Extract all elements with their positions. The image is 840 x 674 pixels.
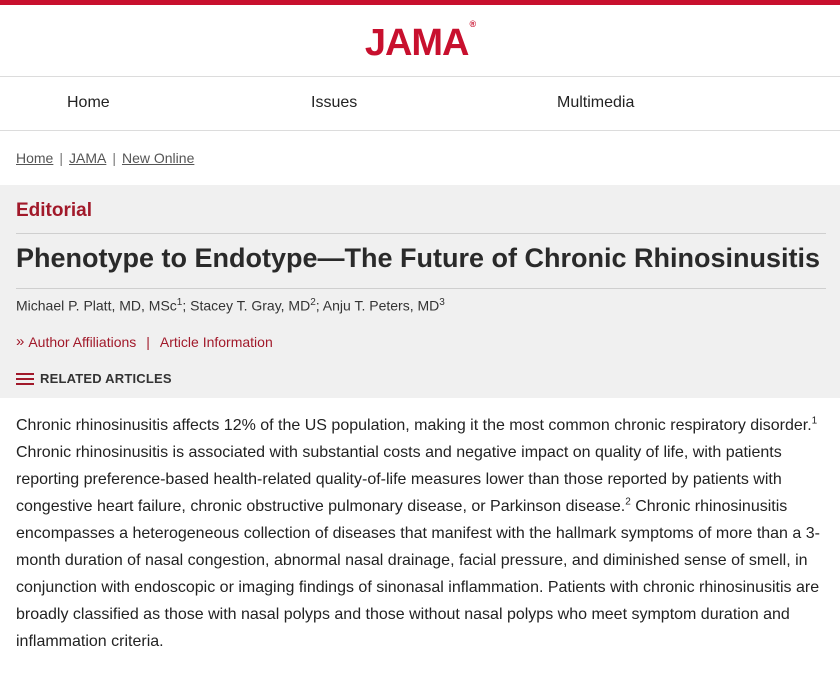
article-type: Editorial — [16, 200, 93, 221]
author-link[interactable]: Stacey T. Gray, MD — [190, 297, 311, 314]
jama-logo[interactable] — [364, 18, 476, 64]
divider — [16, 233, 826, 234]
article-header — [0, 185, 840, 398]
link-separator: | — [146, 333, 150, 350]
main-nav — [0, 77, 840, 131]
article-links — [16, 333, 273, 350]
list-icon — [16, 373, 34, 385]
breadcrumb — [0, 131, 840, 185]
related-articles-label: RELATED ARTICLES — [40, 371, 172, 386]
breadcrumb-new-online[interactable]: New Online — [121, 150, 195, 166]
breadcrumb-separator: | — [112, 150, 116, 166]
divider — [16, 288, 826, 289]
related-articles-toggle[interactable] — [16, 371, 172, 386]
body-text: Chronic rhinosinusitis affects 12% of the US population, making it the most common chronic respiratory disorder. — [16, 417, 812, 434]
breadcrumb-separator: | — [59, 150, 63, 166]
nav-home[interactable]: Home — [67, 94, 110, 111]
site-header — [0, 5, 840, 77]
article-title: Phenotype to Endotype—The Future of Chronic Rhinosinusitis — [16, 243, 821, 273]
logo-text: JAMA — [364, 21, 469, 64]
article-information-link[interactable]: Article Information — [159, 333, 273, 350]
breadcrumb-jama[interactable]: JAMA — [69, 150, 107, 166]
chevron-right-icon: » — [16, 333, 25, 350]
author-list: Michael P. Platt, MD, MSc$^1$; Stacey T. Gray, $MD^2$; Anju T. Peters, $MD^3$ — [16, 297, 445, 314]
breadcrumb-home[interactable]: Home — [16, 150, 54, 166]
body-text: Chronic rhinosinusitis encompasses a heterogeneous collection of diseases that manifest with the hallmark symptoms of more than a 3-month duration of nasal congestion, abnormal nasal drainage, facial pressure, and diminished sense of smell, in conjunction with endoscopic or imaging findings of sinonasal inflammation. Patients with chronic rhinosinusitis are broadly classified as those with nasal polyps and those without nasal polyps who meet symptom duration and inflammation criteria. — [16, 498, 820, 650]
author-ref[interactable]: 3 — [439, 297, 445, 308]
author-affiliations-link[interactable]: Author Affiliations — [28, 333, 137, 350]
author-ref[interactable]: 2 — [310, 297, 316, 308]
nav-multimedia[interactable]: Multimedia — [557, 94, 635, 111]
author-ref[interactable]: 1 — [176, 297, 183, 308]
reference-link[interactable]: 1 — [811, 415, 818, 427]
registered-mark: ® — [469, 18, 476, 29]
article-body-paragraph — [16, 412, 828, 655]
author-link[interactable]: Anju T. Peters, MD — [322, 297, 440, 314]
nav-issues[interactable]: Issues — [311, 94, 358, 111]
author-link[interactable]: Michael P. Platt, MD, MSc — [16, 297, 177, 314]
reference-link[interactable]: 2 — [625, 496, 631, 508]
body-text: Chronic rhinosinusitis is associated with substantial costs and negative impact on quality of life, with patients reporting preference-based health-related quality-of-life measures lower than those reported by patients with congestive heart failure, chronic obstructive pulmonary disease, or Parkinson disease. — [16, 444, 782, 515]
